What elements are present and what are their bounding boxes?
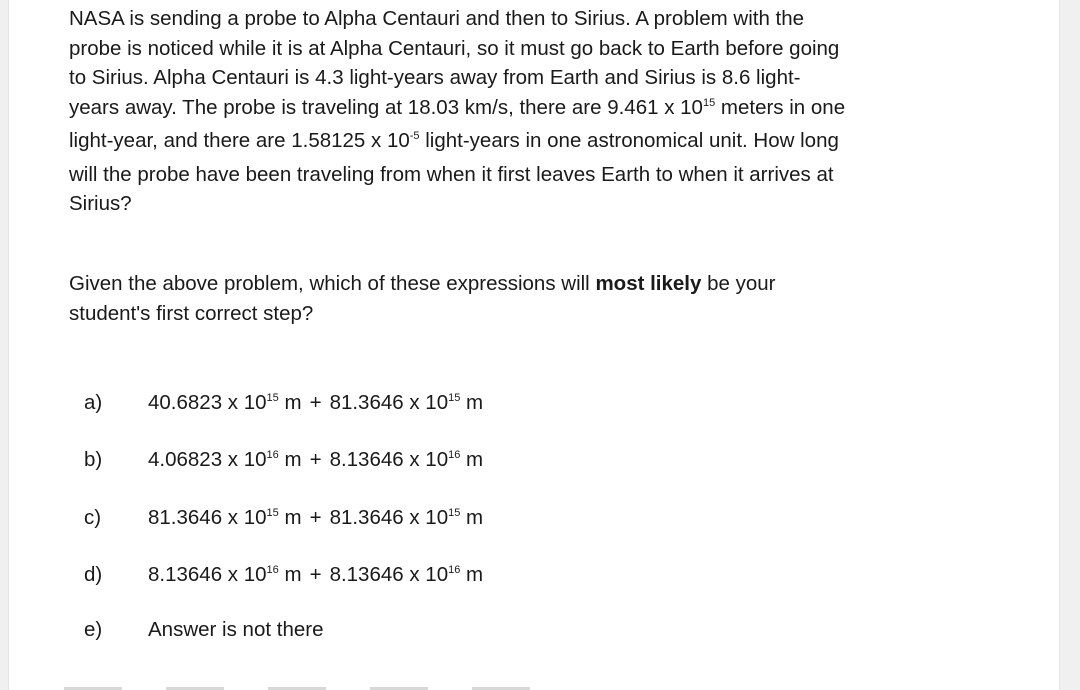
document-page — [8, 0, 1060, 690]
option-letter: b) — [84, 448, 103, 471]
question-emphasis: most likely — [595, 272, 702, 295]
plus-sign: + — [309, 506, 322, 529]
question-text-1: Given the above problem, which of these expressions will — [69, 272, 596, 295]
problem-text-3: light-years in one astronomical unit. How long will the probe have been traveling from when it first leaves Earth to when it arrives at Sirius? — [69, 129, 839, 215]
unit: m — [460, 506, 484, 529]
exponent: 16 — [266, 564, 279, 576]
exponent: 15 — [266, 392, 279, 404]
question-prompt — [69, 269, 849, 328]
option-expression — [148, 503, 483, 536]
plus-sign: + — [309, 391, 322, 414]
option-d[interactable] — [9, 560, 609, 590]
expr-term: 8.13646 x 10 — [329, 563, 449, 586]
exponent: 15 — [702, 96, 716, 109]
option-expression — [148, 445, 483, 478]
unit: m — [278, 391, 302, 414]
unit: m — [278, 506, 302, 529]
exponent: -5 — [409, 130, 420, 142]
option-a[interactable] — [9, 388, 609, 418]
unit: m — [460, 391, 484, 414]
expr-term: 8.13646 x 10 — [148, 563, 267, 586]
option-letter: a) — [84, 391, 103, 414]
exponent: 15 — [448, 507, 461, 519]
expr-term: 81.3646 x 10 — [329, 391, 449, 414]
expr-term: 81.3646 x 10 — [148, 506, 267, 529]
expr-term: 81.3646 x 10 — [329, 506, 449, 529]
problem-statement — [69, 4, 849, 219]
unit: m — [278, 448, 302, 471]
problem-text-2: meters in one light-year, and there are 1.58125 x 10 — [69, 95, 846, 152]
expr-term: 8.13646 x 10 — [329, 448, 449, 471]
exponent: 16 — [448, 449, 461, 461]
option-expression — [148, 388, 483, 421]
exponent: 15 — [448, 392, 461, 404]
unit: m — [460, 563, 484, 586]
option-e[interactable] — [9, 615, 609, 645]
option-c[interactable] — [9, 503, 609, 533]
exponent: 16 — [448, 564, 461, 576]
option-text: Answer is not there — [148, 618, 324, 641]
problem-text-1: NASA is sending a probe to Alpha Centauri and then to Sirius. A problem with the probe is noticed while it is at Alpha Centauri, so it must go back to Earth before going to Sirius. Alpha Centauri is 4.3 light-years away from Earth and Sirius is 8.6 light-years away. The probe is traveling at 18.03 km/s, there are 9.461 x 10 — [69, 7, 840, 119]
option-expression — [148, 560, 483, 593]
plus-sign: + — [309, 448, 322, 471]
option-b[interactable] — [9, 445, 609, 475]
expr-term: 40.6823 x 10 — [148, 391, 267, 414]
option-letter: d) — [84, 563, 103, 586]
exponent: 16 — [266, 449, 279, 461]
expr-term: 4.06823 x 10 — [148, 448, 267, 471]
unit: m — [460, 448, 484, 471]
option-letter: e) — [84, 618, 103, 641]
exponent: 15 — [266, 507, 279, 519]
plus-sign: + — [309, 563, 322, 586]
unit: m — [278, 563, 302, 586]
option-letter: c) — [84, 506, 102, 529]
question-text-2: be your student's first correct step? — [69, 272, 776, 325]
